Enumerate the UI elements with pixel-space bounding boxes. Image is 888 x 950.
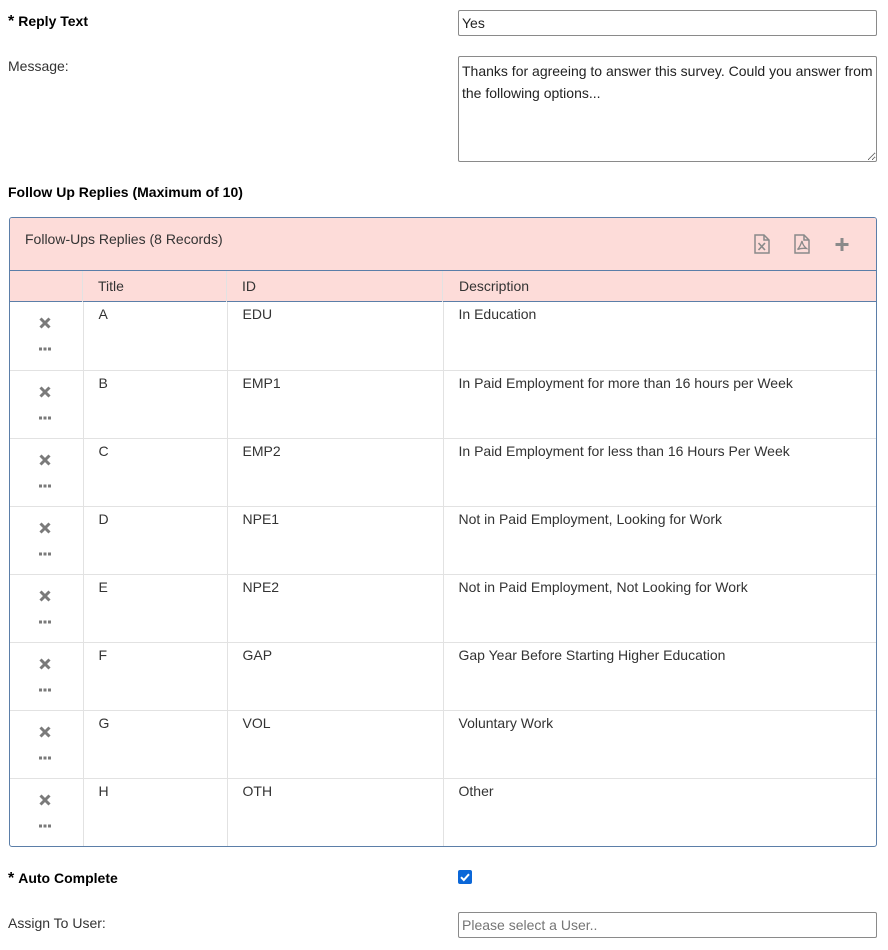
column-header-description[interactable]: Description [459,278,530,294]
grid-toolbar [10,218,876,271]
required-mark: * [8,870,15,887]
grid-rows [10,302,876,846]
auto-complete-label: * Auto Complete [8,870,118,887]
more-options-icon[interactable] [38,687,52,693]
cell-id: VOL [227,710,443,778]
cell-title: A [83,302,227,370]
message-row [8,56,877,164]
row-actions [10,302,83,370]
cell-id: NPE1 [227,506,443,574]
auto-complete-row [8,870,877,890]
table-row[interactable] [10,438,876,506]
cell-description: Not in Paid Employment, Not Looking for Work [443,574,876,642]
table-row[interactable] [10,778,876,846]
delete-icon[interactable] [38,385,52,399]
cell-description: Not in Paid Employment, Looking for Work [443,506,876,574]
table-row[interactable] [10,642,876,710]
cell-id: NPE2 [227,574,443,642]
more-options-icon[interactable] [38,823,52,829]
cell-id: GAP [227,642,443,710]
row-actions [10,642,83,710]
cell-title: D [83,506,227,574]
cell-title: G [83,710,227,778]
column-divider [226,271,227,302]
message-label: Message: [8,58,69,74]
table-row[interactable] [10,506,876,574]
delete-icon[interactable] [38,657,52,671]
delete-icon[interactable] [38,521,52,535]
cell-title: H [83,778,227,846]
follow-up-section-title: Follow Up Replies (Maximum of 10) [8,184,243,200]
table-row[interactable] [10,710,876,778]
assign-user-label: Assign To User: [8,915,106,931]
cell-description: In Education [443,302,876,370]
required-mark: * [8,13,15,30]
auto-complete-checkbox[interactable] [458,870,472,884]
cell-id: EDU [227,302,443,370]
message-textarea[interactable] [458,56,877,162]
table-row[interactable] [10,302,876,370]
cell-title: B [83,370,227,438]
cell-description: In Paid Employment for more than 16 hours per Week [443,370,876,438]
follow-ups-grid [9,217,877,847]
more-options-icon[interactable] [38,619,52,625]
grid-column-header [10,271,876,302]
row-actions [10,574,83,642]
delete-icon[interactable] [38,316,52,330]
cell-id: EMP1 [227,370,443,438]
cell-description: In Paid Employment for less than 16 Hours Per Week [443,438,876,506]
row-actions [10,710,83,778]
column-divider [442,271,443,302]
delete-icon[interactable] [38,793,52,807]
more-options-icon[interactable] [38,755,52,761]
more-options-icon[interactable] [38,346,52,352]
reply-text-label: * Reply Text [8,13,88,30]
checkmark-icon [458,870,472,884]
delete-icon[interactable] [38,725,52,739]
row-actions [10,506,83,574]
row-actions [10,438,83,506]
row-actions [10,370,83,438]
reply-text-row [8,10,877,38]
row-actions [10,778,83,846]
cell-title: E [83,574,227,642]
cell-description: Other [458,782,494,799]
cell-title: C [83,438,227,506]
column-divider [82,271,83,302]
assign-user-select[interactable] [458,912,877,938]
column-header-title[interactable]: Title [98,278,124,294]
column-header-id[interactable]: ID [242,278,256,294]
cell-title: F [83,642,227,710]
more-options-icon[interactable] [38,551,52,557]
cell-id: EMP2 [227,438,443,506]
pdf-export-icon[interactable] [793,234,813,256]
reply-text-input[interactable] [458,10,877,36]
delete-icon[interactable] [38,453,52,467]
assign-user-row [8,912,877,938]
grid-caption: Follow-Ups Replies (8 Records) [25,231,223,247]
cell-id: OTH [227,778,443,846]
cell-description: Voluntary Work [443,710,876,778]
excel-export-icon[interactable] [753,234,773,256]
more-options-icon[interactable] [38,483,52,489]
delete-icon[interactable] [38,589,52,603]
add-icon[interactable] [833,234,853,256]
table-row[interactable] [10,370,876,438]
cell-description: Gap Year Before Starting Higher Education [443,642,876,710]
more-options-icon[interactable] [38,415,52,421]
table-row[interactable] [10,574,876,642]
